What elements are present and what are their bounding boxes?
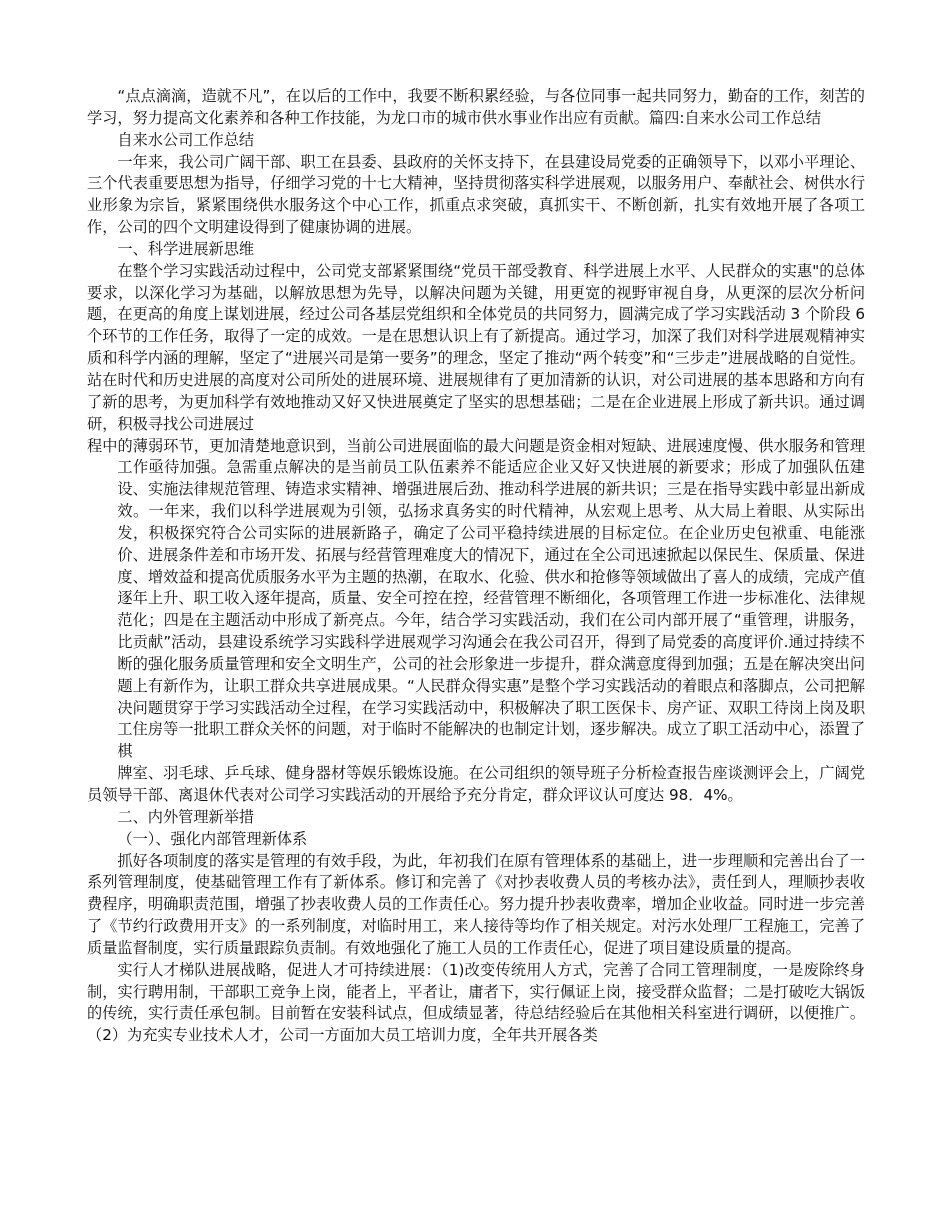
document-body xyxy=(87,86,865,1047)
paragraph-study-practice: 在整个学习实践活动过程中，公司党支部紧紧围绕“党员干部受教育、科学进展上水平、人民群众的实惠"的总体要求，以深化学习为基础，以解放思想为先导，以解决问题为关键，用更宽的视野审视自身，从更深的层次分析问题，在更高的角度上谋划进展，经过公司各基层党组织和全体党员的共同努力，圆满完成了学习实践活动 3 个阶段 6 个环节的工作任务，取得了一定的成效。一是在思想认识上有了新提高。通过学习，加深了我们对科学进展观精神实质和科学内涵的理解，坚定了“进展兴司是第一要务”的理念，坚定了推动“两个转变”和“三步走”进展战略的自觉性。站在时代和历史进展的高度对公司所处的进展环境、进展规律有了更加清新的认识，对公司进展的基本思路和方向有了新的思考，为更加科学有效地推动又好又快进展奠定了坚实的思想基础；二是在企业进展上形成了新共识。通过调研，积极寻找公司进展过 xyxy=(87,261,865,433)
heading-management-measures: 二、内外管理新举措 xyxy=(117,807,255,826)
paragraph-intro: 一年来，我公司广阔干部、职工在县委、县政府的关怀支持下，在县建设局党委的正确领导下，以邓小平理论、三个代表重要思想为指导，仔细学习党的十七大精神，坚持贯彻落实科学进展观，以服务用户、奉献社会、树供水行业形象为宗旨，紧紧围绕供水服务这个中心工作，抓重点求突破，真抓实干、不断创新，扎实有效地开展了各项工作，公司的四个文明建设得到了健康协调的进展。 xyxy=(87,152,865,237)
heading-scientific-development: 一、科学进展新思维 xyxy=(117,239,255,258)
section-title-water-company-summary: 自来水公司工作总结 xyxy=(117,130,255,149)
paragraph-management-system: 抓好各项制度的落实是管理的有效手段，为此，年初我们在原有管理体系的基础上，进一步理顺和完善出台了一系列管理制度，使基础管理工作有了新体系。修订和完善了《对抄表收费人员的考核办法》，责任到人，理顺抄表收费程序，明确职责范围，增强了抄表收费人员的工作责任心。努力提升抄表收费率，增加企业收益。同时进一步完善了《节约行政费用开支》的一系列制度，对临时用工，来人接待等均作了相关规定。对污水处理厂工程施工，完善了质量监督制度，实行质量跟踪负责制。有效地强化了施工人员的工作责任心，促进了项目建设质量的提高。 xyxy=(87,851,865,957)
paragraph-study-practice-continued: 程中的薄弱环节，更加清楚地意识到，当前公司进展面临的最大问题是资金相对短缺、进展速度慢、供水服务和管理工作亟待加强。急需重点解决的是当前员工队伍素养不能适应企业又好又快进展的新要求；形成了加强队伍建设、实施法律规范管理、铸造求实精神、增强进展后劲、推动科学进展的新共识；三是在指导实践中彰显出新成效。一年来，我们以科学进展观为引领，弘扬求真务实的时代精神，从宏观上思考、从大局上着眼、从实际出发，积极探究符合公司实际的进展新路子，确定了公司平稳持续进展的目标定位。在企业历史包袱重、电能涨价、进展条件差和市场开发、拓展与经营管理难度大的情况下，通过在全公司迅速掀起以保民生、保质量、保进度、增效益和提高优质服务水平为主题的热潮，在取水、化验、供水和抢修等领域做出了喜人的成绩，完成产值逐年上升、职工收入逐年提高，质量、安全可控在控，经营管理不断细化，各项管理工作进一步标准化、法律规范化；四是在主题活动中形成了新亮点。今年，结合学习实践活动，我们在公司内部开展了“重管理，讲服务，比贡献”活动，县建设系统学习实践科学进展观学习沟通会在我公司召开，得到了局党委的高度评价.通过持续不断的强化服务质量管理和安全文明生产，公司的社会形象进一步提升，群众满意度得到加强；五是在解决突出问题上有新作为，让职工群众共享进展成果。“人民群众得实惠”是整个学习实践活动的着眼点和落脚点，公司把解决问题贯穿于学习实践活动全过程，在学习实践活动中，积极解决了职工医保卡、房产证、双职工待岗上岗及职工住房等一批职工群众关怀的问题，对于临时不能解决的也制定计划，逐步解决。成立了职工活动中心，添置了棋 xyxy=(87,436,865,761)
paragraph-closing-remarks: “点点滴滴，造就不凡”，在以后的工作中，我要不断积累经验，与各位同事一起共同努力，勤奋的工作，刻苦的学习，努力提高文化素养和各种工作技能，为龙口市的城市供水事业作出应有贡献。篇四:自来水公司工作总结 xyxy=(87,87,865,127)
paragraph-talent-strategy: 实行人才梯队进展战略，促进人才可持续进展：（1)改变传统用人方式，完善了合同工管理制度，一是废除终身制，实行聘用制，干部职工竞争上岗，能者上，平者让，庸者下，实行佩证上岗，接受群众监督；二是打破吃大锅饭的传统，实行责任承包制。目前暂在安装科试点，但成绩显著，待总结经验后在其他相关科室进行调研，以便推广。（2）为充实专业技术人才，公司一方面加大员工培训力度，全年共开展各类 xyxy=(87,960,865,1045)
paragraph-facilities-evaluation: 牌室、羽毛球、乒乓球、健身器材等娱乐锻炼设施。在公司组织的领导班子分析检查报告座谈测评会上，广阔党员领导干部、离退休代表对公司学习实践活动的开展给予充分肯定，群众评议认可度达 98．4%。 xyxy=(87,764,865,804)
subheading-internal-management: （一）、强化内部管理新体系 xyxy=(117,829,308,848)
